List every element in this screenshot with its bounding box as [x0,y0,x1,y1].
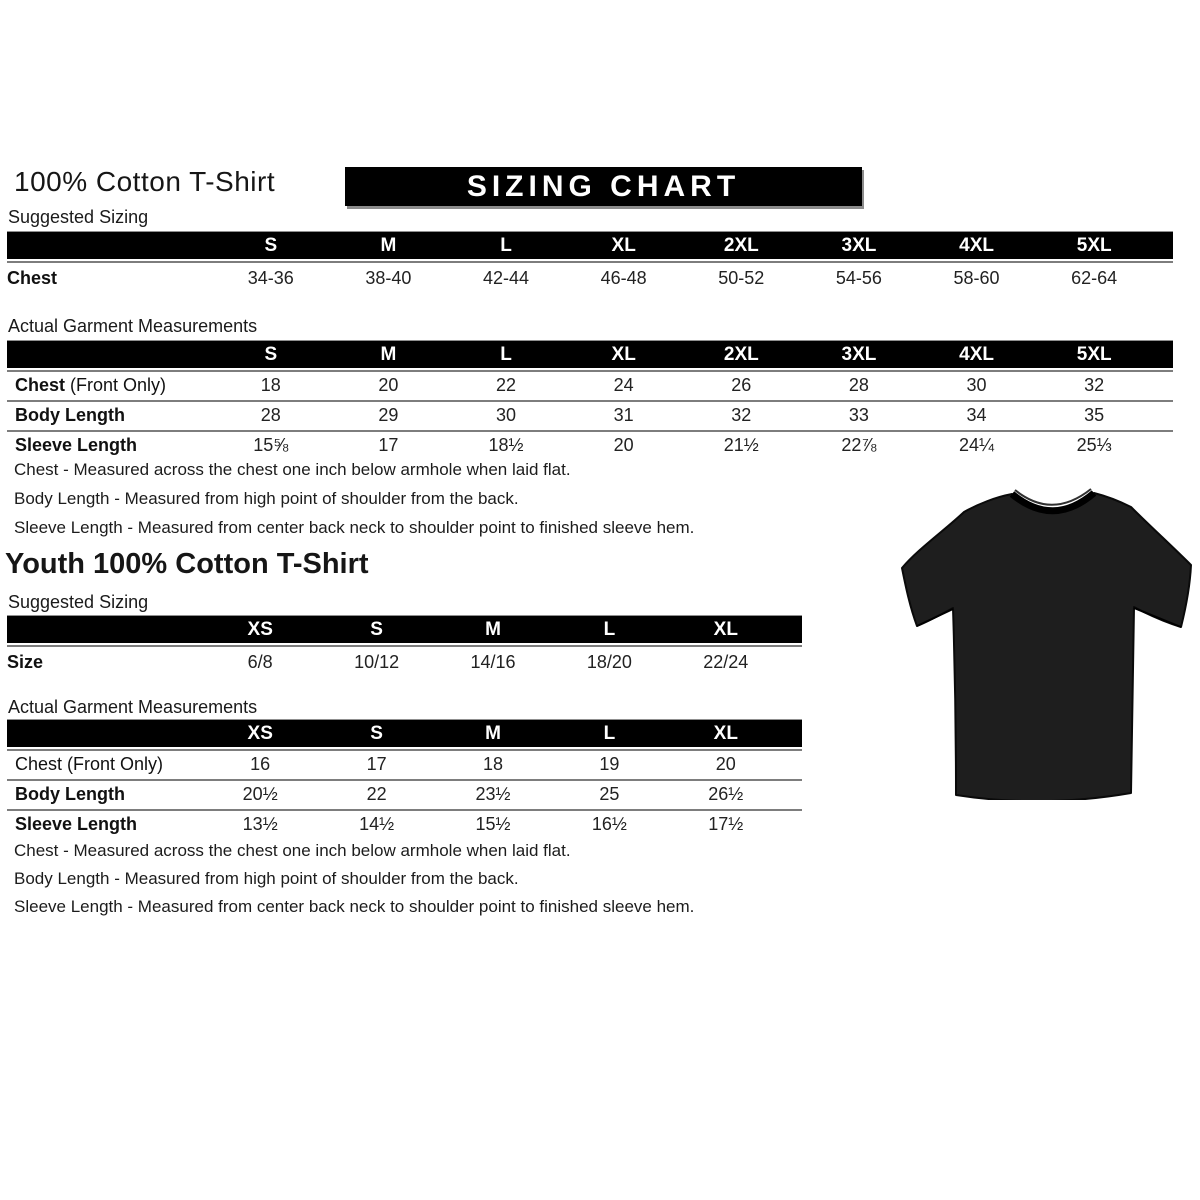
row-label-text: Body Length [15,405,125,425]
filler-cell [1153,370,1173,400]
sizing-chart-banner: SIZING CHART [345,167,862,206]
column-header: 2XL [683,232,801,261]
column-header: S [318,616,434,645]
filler-cell [1153,430,1173,460]
cell: 18½ [447,430,565,460]
column-header: 4XL [918,232,1036,261]
column-header: XS [202,616,318,645]
adult-suggested-sizing-table [7,231,1173,296]
row-label-text: Size [7,652,44,672]
youth-actual-measurements-table [7,719,802,839]
cell: 30 [447,400,565,430]
cell: 10/12 [318,645,434,680]
cell: 14/16 [435,645,551,680]
cell: 6/8 [202,645,318,680]
adult-suggested-sizing-label: Suggested Sizing [8,207,149,227]
filler-cell [1153,400,1173,430]
cell: 19 [551,749,667,779]
filler-header-cell [1153,232,1173,261]
table-row [7,261,1173,296]
column-header: 3XL [800,341,918,370]
youth-suggested-sizing-table [7,615,802,680]
cell: 22⅞ [800,430,918,460]
column-header: 4XL [918,341,1036,370]
empty-header-cell [7,232,212,261]
column-header: L [551,720,667,749]
cell: 35 [1035,400,1153,430]
measurement-note: Body Length - Measured from high point of shoulder from the back. [14,869,519,888]
column-header: M [330,232,448,261]
cell: 15½ [435,809,551,839]
filler-header-cell [1153,341,1173,370]
cell: 32 [1035,370,1153,400]
adult-actual-measurements-table [7,340,1173,460]
tshirt-icon [898,478,1192,800]
column-header: L [551,616,667,645]
cell: 17½ [668,809,784,839]
row-label [7,370,212,400]
cell: 18 [212,370,330,400]
row-label-suffix: (Front Only) [65,375,167,395]
measurement-note: Chest - Measured across the chest one inch below armhole when laid flat. [14,460,571,479]
table-row [7,645,802,680]
row-label [7,430,212,460]
column-header: M [435,616,551,645]
cell: 31 [565,400,683,430]
filler-cell [784,749,802,779]
filler-cell [784,645,802,680]
cell: 14½ [318,809,434,839]
cell: 24¼ [918,430,1036,460]
cell: 18 [435,749,551,779]
row-label [7,400,212,430]
cell: 16½ [551,809,667,839]
cell: 23½ [435,779,551,809]
cell: 17 [318,749,434,779]
table-row [7,400,1173,430]
cell: 20 [330,370,448,400]
cell: 22 [318,779,434,809]
row-label-text: Body Length [15,784,125,804]
row-label [7,809,202,839]
table-header-row [7,341,1173,370]
column-header: S [318,720,434,749]
cell: 21½ [683,430,801,460]
cell: 25 [551,779,667,809]
row-label [7,749,202,779]
empty-header-cell [7,341,212,370]
column-header: M [330,341,448,370]
black-tshirt-image [898,478,1192,800]
cell: 20 [565,430,683,460]
cell: 17 [330,430,448,460]
column-header: 2XL [683,341,801,370]
table-row [7,779,802,809]
table-row [7,749,802,779]
youth-measurement-notes [14,841,694,925]
column-header: XL [668,616,784,645]
page-title: 100% Cotton T-Shirt [14,166,276,197]
table-row [7,809,802,839]
cell: 58-60 [918,261,1036,296]
column-header: XS [202,720,318,749]
adult-measurement-notes [14,460,694,547]
table-header-row [7,720,802,749]
cell: 30 [918,370,1036,400]
column-header: 5XL [1035,341,1153,370]
row-label-text: Sleeve Length [15,814,138,834]
cell: 16 [202,749,318,779]
cell: 28 [212,400,330,430]
column-header: L [447,341,565,370]
cell: 24 [565,370,683,400]
column-header: 5XL [1035,232,1153,261]
cell: 32 [683,400,801,430]
measurement-note: Sleeve Length - Measured from center back neck to shoulder point to finished sleeve hem. [14,518,695,537]
column-header: S [212,341,330,370]
cell: 20 [668,749,784,779]
cell: 18/20 [551,645,667,680]
cell: 20½ [202,779,318,809]
empty-header-cell [7,616,202,645]
cell: 42-44 [447,261,565,296]
cell: 34-36 [212,261,330,296]
column-header: XL [565,232,683,261]
filler-cell [1153,261,1173,296]
table-header-row [7,232,1173,261]
column-header: L [447,232,565,261]
empty-header-cell [7,720,202,749]
table-row [7,370,1173,400]
cell: 22 [447,370,565,400]
cell: 33 [800,400,918,430]
column-header: S [212,232,330,261]
adult-actual-measurements-label: Actual Garment Measurements [8,316,258,336]
cell: 26 [683,370,801,400]
row-label [7,779,202,809]
row-label-text: Chest [15,375,66,395]
cell: 54-56 [800,261,918,296]
row-label-text: Chest (Front Only) [15,754,164,774]
cell: 38-40 [330,261,448,296]
youth-suggested-sizing-label: Suggested Sizing [8,592,149,612]
cell: 13½ [202,809,318,839]
measurement-note: Sleeve Length - Measured from center back neck to shoulder point to finished sleeve hem. [14,897,695,916]
cell: 50-52 [683,261,801,296]
measurement-note: Chest - Measured across the chest one inch below armhole when laid flat. [14,841,571,860]
youth-title: Youth 100% Cotton T-Shirt [5,548,369,580]
cell: 34 [918,400,1036,430]
column-header: M [435,720,551,749]
row-label [7,645,202,680]
cell: 29 [330,400,448,430]
cell: 62-64 [1035,261,1153,296]
filler-cell [784,779,802,809]
column-header: 3XL [800,232,918,261]
row-label-text: Chest [7,268,58,288]
filler-cell [784,809,802,839]
cell: 22/24 [668,645,784,680]
table-row [7,430,1173,460]
cell: 15⅝ [212,430,330,460]
cell: 28 [800,370,918,400]
column-header: XL [668,720,784,749]
cell: 26½ [668,779,784,809]
table-header-row [7,616,802,645]
column-header: XL [565,341,683,370]
filler-header-cell [784,720,802,749]
filler-header-cell [784,616,802,645]
row-label [7,261,212,296]
row-label-text: Sleeve Length [15,435,138,455]
cell: 25⅓ [1035,430,1153,460]
youth-actual-measurements-label: Actual Garment Measurements [8,697,258,717]
cell: 46-48 [565,261,683,296]
measurement-note: Body Length - Measured from high point of shoulder from the back. [14,489,519,508]
